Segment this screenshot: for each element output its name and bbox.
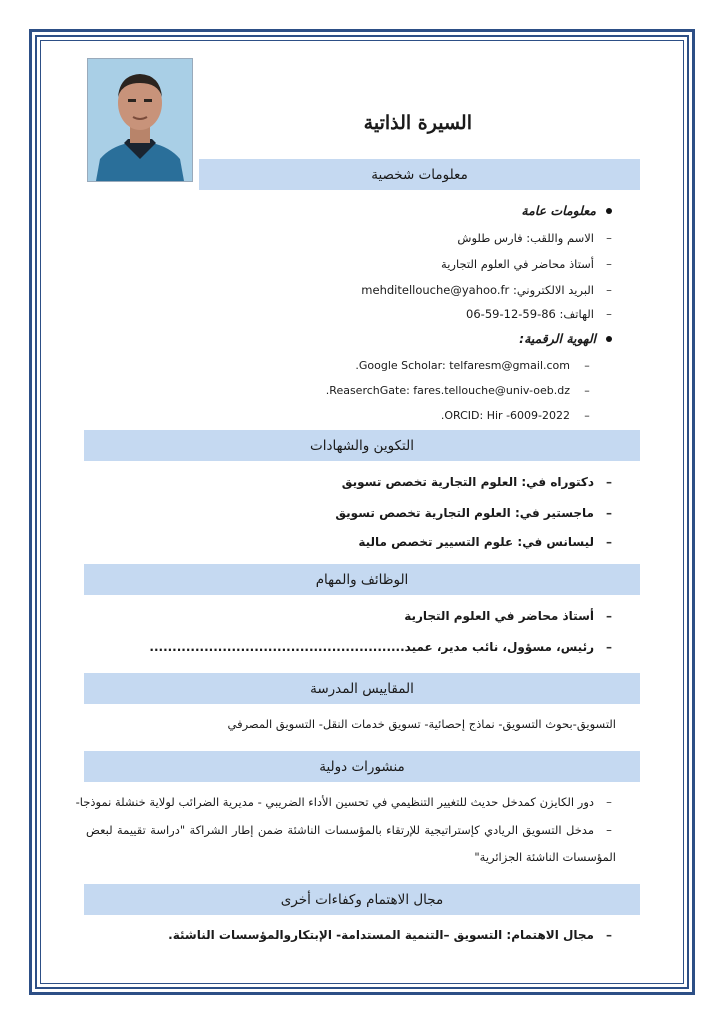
dash-icon: – (606, 795, 612, 809)
section-interests-title: مجال الاهتمام وكفاءات أخرى (280, 891, 444, 908)
google-scholar-line: –Google Scholar: telfaresm@gmail.com. (355, 358, 594, 374)
section-jobs-header (84, 564, 640, 595)
phone-line: –الهاتف: 86-59-12-59-06 (466, 306, 616, 322)
general-info-heading: معلومات عامة (521, 203, 616, 219)
section-interests-header (84, 884, 640, 915)
dash-icon: – (606, 928, 612, 942)
section-publications-title: منشورات دولية (319, 758, 405, 775)
dash-icon: – (606, 640, 612, 654)
section-personal-title: معلومات شخصية (371, 166, 468, 183)
dash-icon: – (584, 359, 590, 372)
section-jobs-title: الوظائف والمهام (315, 571, 409, 588)
interests-item: –مجال الاهتمام: التسويق –التنمية المستدامة- الإبتكاروالمؤسسات الناشئة. (168, 927, 616, 943)
education-item: –دكتوراه في: العلوم التجارية تخصص تسويق (342, 474, 616, 490)
publication-item: –مدخل التسويق الريادي كإستراتيجية للإرتقاء بالمؤسسات الناشئة ضمن إطار الشراكة "دراسة تقييمة لبعض المؤسسات الناشئة الجزائرية" (86, 817, 616, 871)
job-item: –أستاذ محاضر في العلوم التجارية (404, 608, 616, 624)
education-item: –ماجستير في: العلوم التجارية تخصص تسويق (335, 505, 616, 521)
dash-icon: – (606, 823, 612, 837)
researchgate-line: –ReaserchGate: fares.tellouche@univ-oeb.dz. (326, 383, 594, 399)
section-publications-header (84, 751, 640, 782)
section-education-title: التكوين والشهادات (310, 437, 414, 454)
dash-icon: – (606, 307, 612, 321)
section-education-header (84, 430, 640, 461)
bullet-icon (606, 336, 612, 342)
digital-identity-heading: الهوية الرقمية: (519, 331, 616, 347)
orcid-line: –ORCID: Hir -6009-2022. (441, 408, 594, 424)
section-courses-title: المقاييس المدرسة (310, 680, 414, 697)
name-line: –الاسم واللقب: فارس طلوش (457, 230, 616, 246)
dash-icon: – (606, 609, 612, 623)
position-line: –أستاذ محاضر في العلوم التجارية (441, 256, 616, 272)
education-item: –ليسانس في: علوم التسيير تخصص مالية (358, 534, 616, 550)
job-item: –رئيس، مسؤول، نائب مدير، عميد........................................................ (149, 639, 616, 655)
dash-icon: – (584, 384, 590, 397)
dash-icon: – (584, 409, 590, 422)
dash-icon: – (606, 535, 612, 549)
section-personal-header (199, 159, 640, 190)
section-courses-header (84, 673, 640, 704)
publication-item: –دور الكايزن كمدخل حديث للتغيير التنظيمي في تحسين الأداء الضريبي - مديرية الضرائب لولاية خنشلة نموذجا- (76, 794, 616, 810)
bullet-icon (606, 208, 612, 214)
dash-icon: – (606, 475, 612, 489)
dash-icon: – (606, 283, 612, 297)
courses-text: التسويق-بحوث التسويق- نماذج إحصائية- تسويق خدمات النقل- التسويق المصرفي (227, 717, 616, 731)
dash-icon: – (606, 257, 612, 271)
page-title: السيرة الذاتية (363, 112, 472, 134)
email-line: –البريد الالكتروني: mehditellouche@yahoo.fr (361, 282, 616, 298)
profile-photo (87, 58, 193, 182)
dash-icon: – (606, 506, 612, 520)
dash-icon: – (606, 231, 612, 245)
